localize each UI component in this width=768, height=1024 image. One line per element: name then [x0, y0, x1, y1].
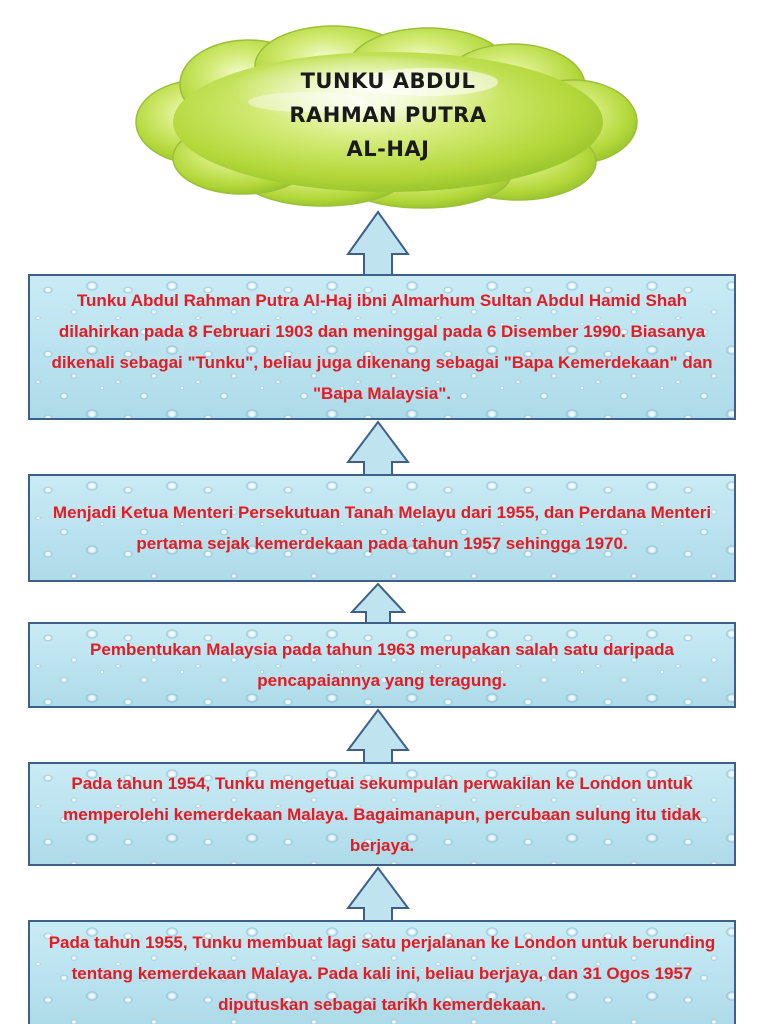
up-arrow-4 — [346, 708, 410, 764]
info-box-malaysia-formation — [28, 622, 736, 708]
info-box-text: Menjadi Ketua Menteri Persekutuan Tanah Melayu dari 1955, dan Perdana Menteri pertama sejak kemerdekaan pada tahun 1957 sehingga 1970. — [52, 503, 712, 553]
info-box-text: Pada tahun 1955, Tunku membuat lagi satu perjalanan ke London untuk berunding tentang kemerdekaan Malaya. Pada kali ini, beliau berjaya, dan 31 Ogos 1957 diputuskan sebagai tarikh kemerdekaan. — [48, 932, 716, 1014]
title-line-2: RAHMAN PUTRA — [289, 103, 487, 127]
up-arrow-1 — [346, 210, 410, 276]
up-arrow-5 — [346, 866, 410, 922]
page-title — [218, 64, 558, 166]
info-box-birth — [28, 274, 736, 420]
info-box-text: Pembentukan Malaysia pada tahun 1963 merupakan salah satu daripada pencapaiannya yang teragung. — [90, 640, 674, 690]
info-box-1954-london — [28, 762, 736, 866]
title-line-3: AL-HAJ — [346, 137, 430, 161]
title-line-1: TUNKU ABDUL — [300, 69, 476, 93]
info-box-text: Pada tahun 1954, Tunku mengetuai sekumpulan perwakilan ke London untuk memperolehi kemerdekaan Malaya. Bagaimanapun, percubaan sulung itu tidak berjaya. — [63, 773, 701, 855]
up-arrow-2 — [346, 420, 410, 476]
up-arrow-3 — [350, 582, 406, 624]
title-cloud — [128, 22, 648, 212]
info-box-1955-london — [28, 920, 736, 1024]
info-box-text: Tunku Abdul Rahman Putra Al-Haj ibni Almarhum Sultan Abdul Hamid Shah dilahirkan pada 8 Februari 1903 dan meninggal pada 6 Disember 1990. Biasanya dikenali sebagai "Tunku", beliau juga dikenang sebagai "Bapa Kemerdekaan" dan "Bapa Malaysia". — [51, 291, 713, 403]
info-box-chief-minister — [28, 474, 736, 582]
